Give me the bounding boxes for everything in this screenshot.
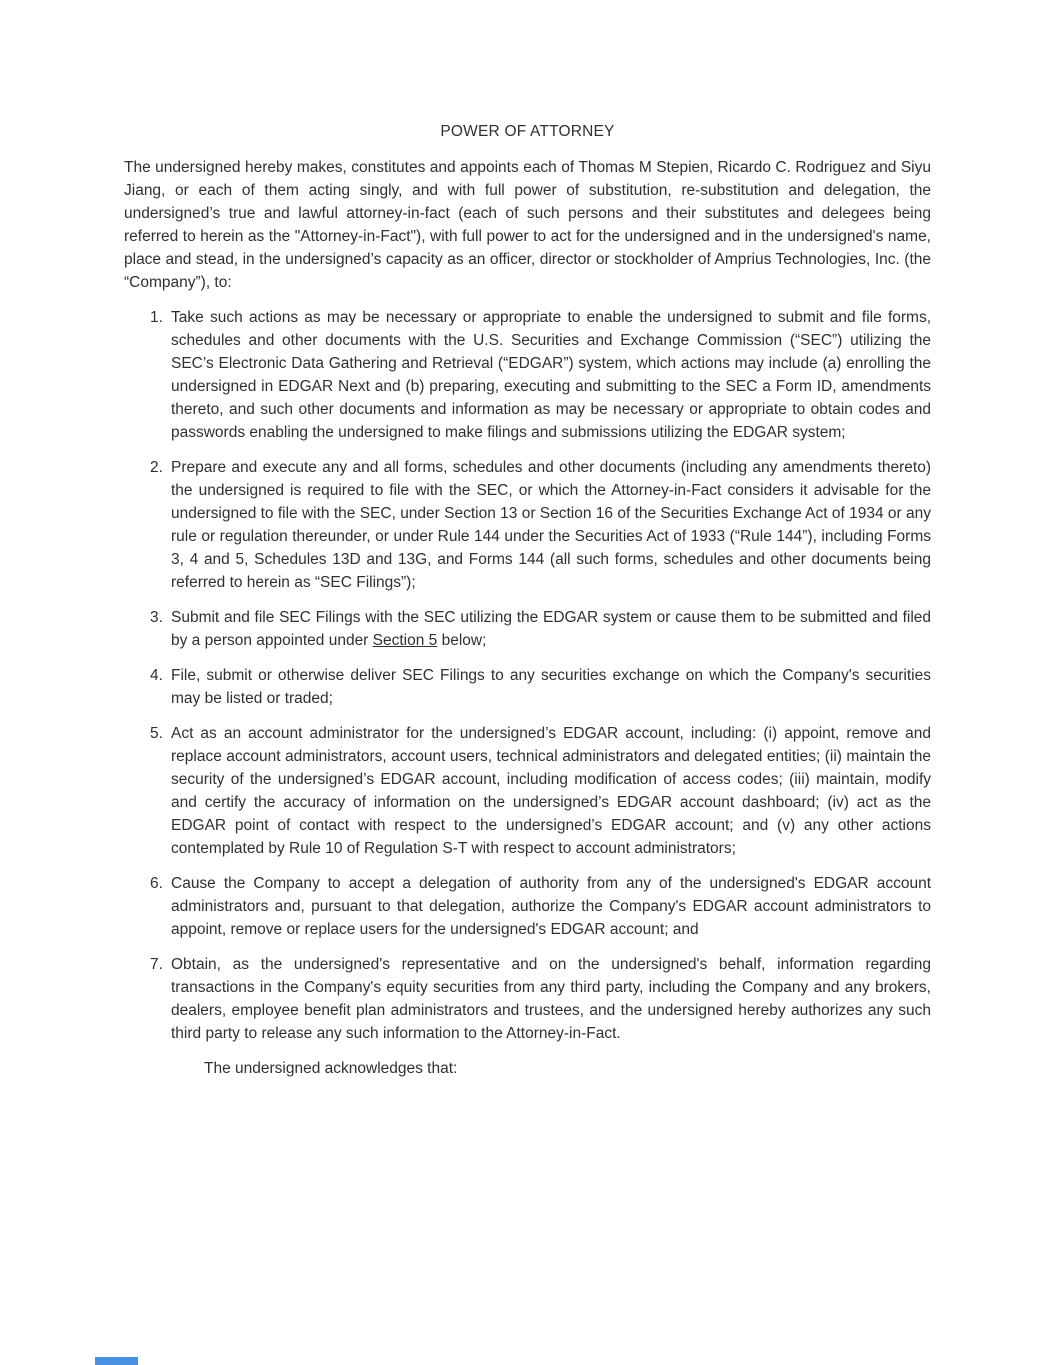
item-number: 5. xyxy=(150,725,163,742)
list-item-6 xyxy=(124,872,931,941)
item-text xyxy=(171,609,931,649)
list-item-5 xyxy=(124,722,931,860)
item-text-before: Submit and file SEC Filings with the SEC utilizing the EDGAR system or cause them to be submitted and filed by a person appointed under xyxy=(171,609,931,649)
bottom-blue-bar xyxy=(95,1357,138,1365)
document-title: POWER OF ATTORNEY xyxy=(440,123,615,140)
section-5-reference: Section 5 xyxy=(372,632,438,649)
item-text: Act as an account administrator for the undersigned’s EDGAR account, including: (i) appoint, remove and replace account administrators, account users, technical administrators and delegated entities; (ii) maintain the security of the undersigned’s EDGAR account, including modification of access codes; (iii) maintain, modify and certify the accuracy of information on the undersigned’s EDGAR account dashboard; (iv) act as the EDGAR point of contact with respect to the undersigned’s EDGAR account; and (v) any other actions contemplated by Rule 10 of Regulation S-T with respect to account administrators; xyxy=(171,725,931,857)
item-number: 2. xyxy=(150,459,163,476)
closing-line: The undersigned acknowledges that: xyxy=(204,1060,458,1077)
list-item-2 xyxy=(124,456,931,594)
numbered-list xyxy=(124,306,931,1045)
item-text-after: below; xyxy=(437,632,487,649)
item-text: File, submit or otherwise deliver SEC Filings to any securities exchange on which the Company's securities may be listed or traded; xyxy=(171,667,931,707)
list-item-7 xyxy=(124,953,931,1045)
item-number: 1. xyxy=(150,309,163,326)
intro-paragraph: The undersigned hereby makes, constitutes and appoints each of Thomas M Stepien, Ricardo C. Rodriguez and Siyu Jiang, or each of them acting singly, and with full power of substitution, re-substitution and delegation, the undersigned’s true and lawful attorney-in-fact (each of such persons and their substitutes and delegees being referred to herein as the "Attorney-in-Fact"), with full power to act for the undersigned and in the undersigned's name, place and stead, in the undersigned’s capacity as an officer, director or stockholder of Amprius Technologies, Inc. (the “Company”), to: xyxy=(124,159,931,291)
list-item-4 xyxy=(124,664,931,710)
item-number: 4. xyxy=(150,667,163,684)
item-text: Prepare and execute any and all forms, schedules and other documents (including any amendments thereto) the undersigned is required to file with the SEC, or which the Attorney-in-Fact considers it advisable for the undersigned to file with the SEC, under Section 13 or Section 16 of the Securities Exchange Act of 1934 or any rule or regulation thereunder, or under Rule 144 under the Securities Act of 1933 (“Rule 144”), including Forms 3, 4 and 5, Schedules 13D and 13G, and Forms 144 (all such forms, schedules and other documents being referred to herein as “SEC Filings”); xyxy=(171,459,931,591)
list-item-1 xyxy=(124,306,931,444)
item-text: Cause the Company to accept a delegation of authority from any of the undersigned's EDGAR account administrators and, pursuant to that delegation, authorize the Company's EDGAR account administrators to appoint, remove or replace users for the undersigned's EDGAR account; and xyxy=(171,875,931,938)
item-number: 7. xyxy=(150,956,163,973)
item-text: Take such actions as may be necessary or appropriate to enable the undersigned to submit and file forms, schedules and other documents with the U.S. Securities and Exchange Commission (“SEC”) utilizing the SEC’s Electronic Data Gathering and Retrieval (“EDGAR”) system, which actions may include (a) enrolling the undersigned in EDGAR Next and (b) preparing, executing and submitting to the SEC a Form ID, amendments thereto, and such other documents and information as may be necessary or appropriate to obtain codes and passwords enabling the undersigned to make filings and submissions utilizing the EDGAR system; xyxy=(171,309,931,441)
item-number: 6. xyxy=(150,875,163,892)
item-number: 3. xyxy=(150,609,163,626)
item-text: Obtain, as the undersigned's representative and on the undersigned's behalf, information regarding transactions in the Company's equity securities from any third party, including the Company and any brokers, dealers, employee benefit plan administrators and trustees, and the undersigned hereby authorizes any such third party to release any such information to the Attorney-in-Fact. xyxy=(171,956,931,1042)
list-item-3 xyxy=(124,606,931,652)
